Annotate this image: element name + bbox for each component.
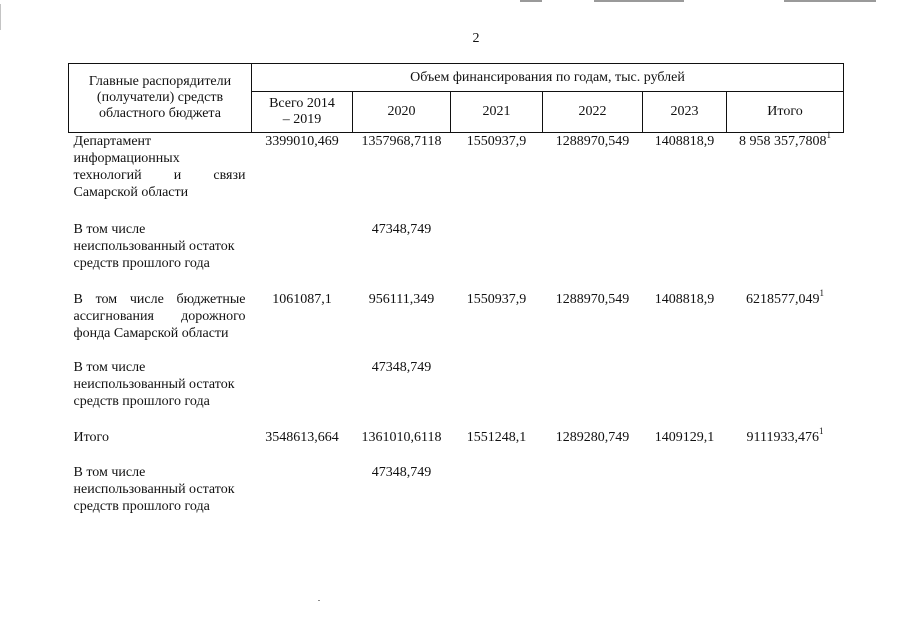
cell-value: [451, 359, 543, 429]
total-value: 8 958 357,7808: [739, 134, 827, 149]
row-recipient-name: В том числе неиспользованный остаток средств прошлого года: [73, 360, 235, 409]
table-row: [69, 291, 844, 359]
table-row: [69, 464, 844, 515]
header-funding-volume: Объем финансирования по годам, тыс. рублей: [252, 64, 844, 92]
table-header: [69, 64, 844, 133]
cell-value: [252, 359, 353, 429]
scan-artifact: [784, 0, 876, 2]
table-row: [69, 133, 844, 222]
row-recipient-name: В том числе бюджетные ассигнования дорожного фонда Самарской области: [73, 292, 246, 341]
scan-artifact: [594, 0, 684, 2]
cell-value: [543, 359, 643, 429]
cell-value: 1550937,9: [466, 134, 527, 149]
footnote-mark: 1: [818, 426, 824, 437]
row-recipient-name: В том числе неиспользованный остаток средств прошлого года: [73, 465, 235, 514]
header-year-2021: 2021: [451, 92, 543, 133]
footnote-mark: 1: [826, 130, 831, 141]
header-total: Итого: [727, 92, 844, 133]
cell-total: [727, 288, 844, 359]
header-recipients: Главные распорядители (получатели) средств областного бюджета: [69, 64, 252, 133]
cell-value: 1357968,7118: [361, 134, 442, 149]
cell-total: [727, 464, 844, 515]
total-value: 6218577,049: [746, 292, 820, 307]
cell-value: [252, 221, 353, 291]
cell-value: 1408818,9: [654, 134, 715, 149]
cell-value: [643, 464, 727, 515]
header-year-2022: 2022: [543, 92, 643, 133]
cell-value: [643, 359, 727, 429]
header-year-total-2014-2019: Всего 2014 – 2019: [252, 92, 353, 133]
cell-value: 1288970,549: [555, 134, 630, 149]
page-number: 2: [472, 31, 480, 46]
cell-value: 1551248,1: [466, 430, 527, 445]
cell-value: [451, 221, 543, 291]
cell-value: 1289280,749: [555, 430, 630, 445]
row-recipient-name: Департамент информационных технологий и связи Самарской области: [73, 134, 246, 200]
scan-artifact: [318, 600, 320, 601]
cell-total: [727, 221, 844, 291]
scan-artifact: [520, 0, 542, 2]
cell-value: [252, 464, 353, 515]
cell-value: 47348,749: [371, 465, 432, 480]
cell-total: [727, 359, 844, 429]
footnote-mark: 1: [819, 288, 824, 299]
cell-value: 956111,349: [368, 292, 435, 307]
total-value: 9111933,476: [746, 430, 819, 445]
cell-value: 1550937,9: [466, 292, 527, 307]
cell-value: [543, 464, 643, 515]
row-recipient-name: Итого: [73, 430, 109, 445]
header-year-2023: 2023: [643, 92, 727, 133]
cell-value: [543, 221, 643, 291]
table-row: [69, 221, 844, 291]
header-year-2020: 2020: [353, 92, 451, 133]
cell-value: 1361010,6118: [361, 430, 442, 445]
cell-value: 47348,749: [371, 222, 432, 237]
cell-value: 47348,749: [371, 360, 432, 375]
scan-artifact: [0, 4, 1, 30]
cell-total: [727, 130, 844, 222]
cell-value: 1061087,1: [272, 292, 332, 307]
cell-value: 3399010,469: [265, 134, 339, 149]
budget-table: [68, 63, 844, 515]
row-recipient-name: В том числе неиспользованный остаток средств прошлого года: [73, 222, 235, 271]
cell-value: 1288970,549: [555, 292, 630, 307]
cell-value: 3548613,664: [265, 430, 339, 445]
table-row: [69, 359, 844, 429]
cell-value: [643, 221, 727, 291]
cell-value: [451, 464, 543, 515]
cell-value: 1409129,1: [654, 430, 715, 445]
cell-total: [727, 426, 844, 464]
cell-value: 1408818,9: [654, 292, 715, 307]
table-row: [69, 429, 844, 464]
